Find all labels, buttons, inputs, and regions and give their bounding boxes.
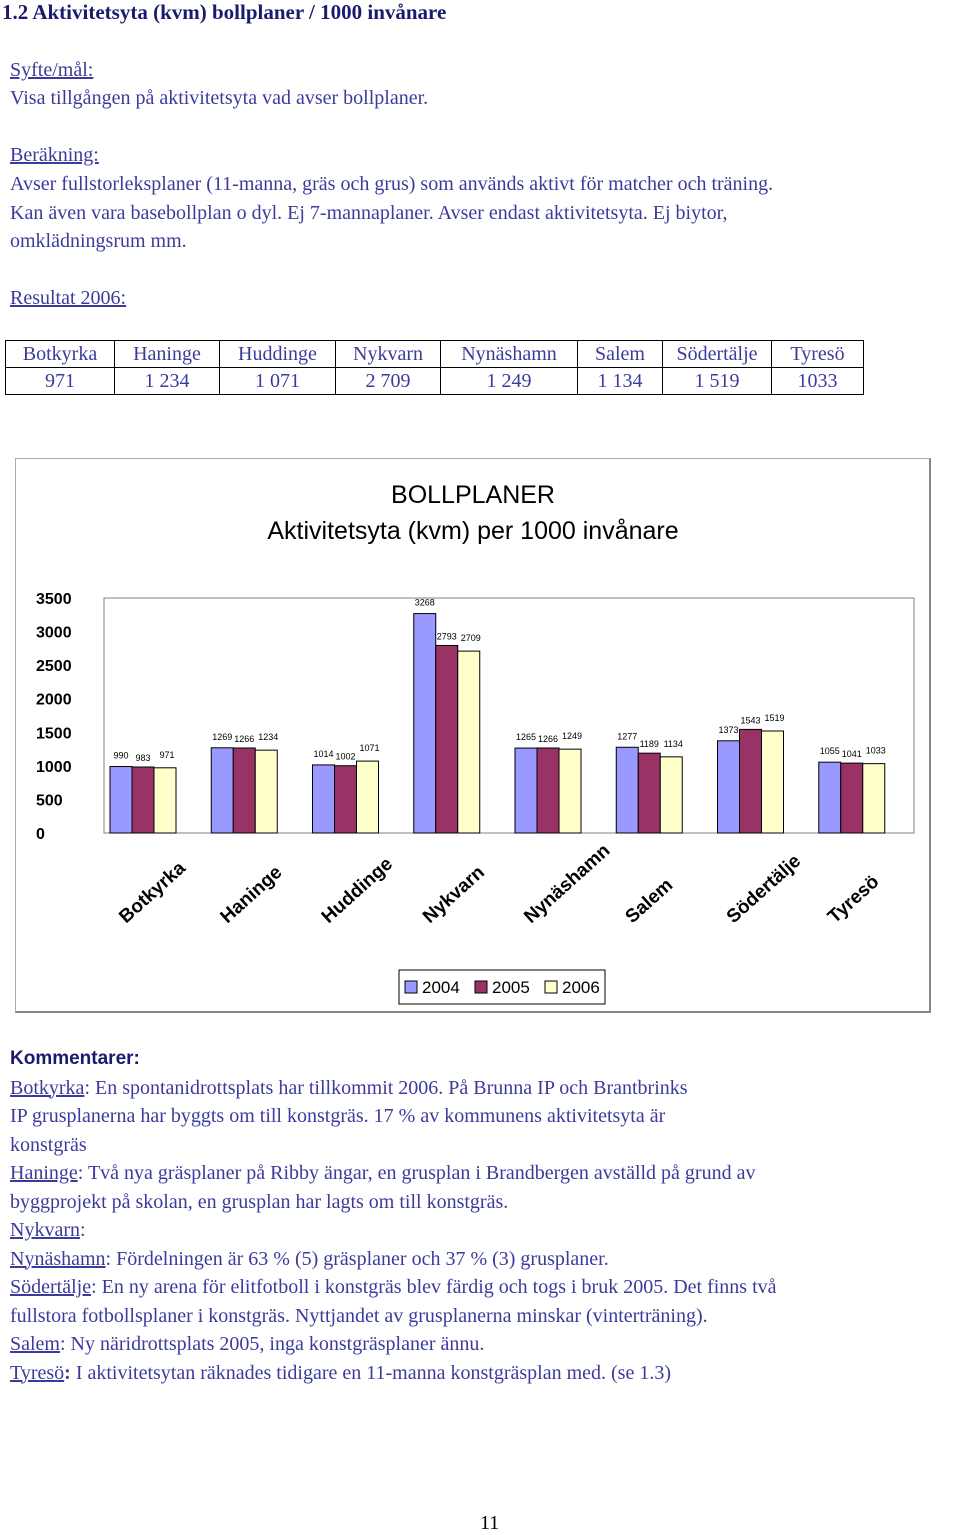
bar-2006 bbox=[255, 750, 277, 833]
result-header-row bbox=[6, 341, 864, 368]
data-label: 971 bbox=[159, 749, 175, 760]
data-label: 1543 bbox=[740, 715, 761, 726]
data-label: 1277 bbox=[617, 731, 638, 742]
data-label: 2793 bbox=[436, 631, 457, 642]
chart-title: BOLLPLANER bbox=[391, 481, 555, 509]
y-tick-label: 1500 bbox=[36, 725, 72, 743]
data-label: 1373 bbox=[718, 724, 739, 735]
comments-label: Kommentarer: bbox=[10, 1048, 140, 1069]
data-label: 1041 bbox=[841, 749, 862, 760]
page-number: 11 bbox=[480, 1512, 500, 1534]
comment-nynashamn-text: : Fördelningen är 63 % (5) gräsplaner och 37 % (3) grusplaner. bbox=[105, 1247, 609, 1270]
calculation-line-1: Avser fullstorleksplaner (11-manna, gräs och grus) som används aktivt för matcher och träning. bbox=[10, 173, 774, 195]
result-value-cell: 1033 bbox=[772, 368, 864, 395]
comment-nykvarn-label: Nykvarn bbox=[10, 1219, 80, 1241]
data-label: 983 bbox=[135, 752, 151, 763]
y-tick-label: 1000 bbox=[36, 758, 72, 776]
y-tick-label: 500 bbox=[36, 792, 63, 810]
result-table bbox=[5, 340, 864, 395]
data-label: 1266 bbox=[234, 733, 255, 744]
legend-swatch bbox=[545, 981, 557, 993]
legend-swatch bbox=[475, 981, 487, 993]
legend-entry: 2005 bbox=[492, 978, 530, 997]
result-header-cell: Nynäshamn bbox=[441, 341, 578, 368]
legend-entry: 2004 bbox=[422, 978, 460, 997]
bar-2005 bbox=[132, 767, 154, 833]
legend-entry: 2006 bbox=[562, 978, 600, 997]
x-tick-label: Huddinge bbox=[317, 853, 397, 928]
result-value-cell: 1 134 bbox=[578, 368, 663, 395]
bar-2006 bbox=[154, 768, 176, 833]
result-header-cell: Salem bbox=[578, 341, 663, 368]
bar-2006 bbox=[559, 749, 581, 833]
comment-tyreso-label: Tyresö bbox=[10, 1361, 65, 1384]
comment-sodertalje-text: : En ny arena för elitfotboll i konstgräs blev färdig och togs i bruk 2005. Det finns två bbox=[91, 1276, 777, 1298]
data-label: 1189 bbox=[639, 739, 659, 750]
bar-2005 bbox=[841, 763, 863, 833]
result-value-cell: 1 071 bbox=[220, 368, 336, 395]
y-tick-label: 3500 bbox=[36, 591, 72, 608]
section-heading: 1.2 Aktivitetsyta (kvm) bollplaner / 1000 invånare bbox=[2, 0, 447, 24]
comment-sodertalje-label: Södertälje bbox=[10, 1276, 92, 1298]
purpose-label: Syfte/mål: bbox=[10, 59, 94, 81]
result-value-cell: 971 bbox=[6, 368, 115, 395]
comment-sodertalje-text-2: fullstora fotbollsplaner i konstgräs. Nyttjandet av grusplanerna minskar (vinterträning). bbox=[10, 1304, 708, 1327]
bar-2004 bbox=[515, 748, 537, 833]
data-label: 1134 bbox=[663, 738, 683, 749]
result-label: Resultat 2006: bbox=[10, 287, 127, 309]
calculation-line-3: omklädningsrum mm. bbox=[10, 230, 187, 252]
comment-salem-label: Salem bbox=[10, 1333, 60, 1355]
x-tick-label: Salem bbox=[621, 874, 678, 928]
result-value-cell: 1 234 bbox=[115, 368, 220, 395]
bar-2004 bbox=[819, 762, 841, 833]
bar-2004 bbox=[313, 765, 335, 833]
comment-botkyrka-text-2: IP grusplanerna har byggts om till konstgräs. bbox=[10, 1105, 374, 1127]
x-tick-label: Botkyrka bbox=[115, 857, 190, 928]
x-tick-label: Nykvarn bbox=[419, 861, 489, 928]
data-label: 1265 bbox=[515, 732, 537, 743]
result-header-cell: Huddinge bbox=[220, 341, 336, 368]
result-value-cell: 2 709 bbox=[336, 368, 441, 395]
bar-2004 bbox=[414, 614, 436, 833]
bar-2005 bbox=[436, 645, 458, 833]
result-header-cell: Haninge bbox=[115, 341, 220, 368]
legend-swatch bbox=[405, 981, 417, 993]
result-value-cell: 1 519 bbox=[663, 368, 772, 395]
data-label: 1249 bbox=[561, 731, 583, 742]
comment-haninge-text-2: byggprojekt på skolan, en grusplan har lagts om till konstgräs. bbox=[10, 1190, 509, 1213]
data-label: 990 bbox=[113, 750, 129, 761]
bar-2005 bbox=[537, 748, 559, 833]
result-header-cell: Södertälje bbox=[663, 341, 772, 368]
bar-2006 bbox=[660, 757, 682, 833]
comment-tyreso-text: I aktivitetsytan räknades tidigare en 11-manna konstgräsplan med. (se 1.3) bbox=[70, 1361, 671, 1384]
bar-2004 bbox=[211, 748, 233, 833]
bar-2005 bbox=[638, 753, 660, 833]
bar-2004 bbox=[718, 741, 740, 833]
y-tick-label: 2000 bbox=[36, 691, 72, 709]
chart-subtitle: Aktivitetsyta (kvm) per 1000 invånare bbox=[267, 517, 679, 545]
result-header-cell: Tyresö bbox=[772, 341, 864, 368]
data-label: 1519 bbox=[764, 713, 785, 724]
y-tick-label: 3000 bbox=[36, 624, 72, 642]
x-tick-label: Haninge bbox=[216, 861, 287, 928]
bar-2005 bbox=[233, 748, 255, 833]
bar-2005 bbox=[335, 766, 357, 833]
comment-botkyrka-text-3: konstgräs bbox=[10, 1133, 87, 1156]
calculation-label: Beräkning: bbox=[10, 144, 99, 166]
x-tick-label: Nynäshamn bbox=[520, 840, 615, 928]
comment-nykvarn-text: : bbox=[79, 1219, 86, 1241]
bar-2006 bbox=[357, 761, 379, 833]
comment-nynashamn-label: Nynäshamn bbox=[10, 1247, 106, 1270]
data-label: 3268 bbox=[414, 597, 435, 608]
data-label: 2709 bbox=[460, 633, 481, 644]
result-header-cell: Botkyrka bbox=[6, 341, 115, 368]
comment-haninge-text: : Två nya gräsplaner på Ribby ängar, en grusplan i Brandbergen avställd på grund av bbox=[77, 1162, 756, 1184]
bar-chart bbox=[16, 459, 929, 1011]
y-tick-label: 0 bbox=[36, 826, 45, 843]
comment-botkyrka-text: : En spontanidrottsplats har tillkommit 2006. På Brunna IP och Brantbrinks bbox=[84, 1076, 688, 1099]
comment-botkyrka-text-2b: 17 % av kommunens aktivitetsyta är bbox=[373, 1105, 666, 1127]
result-value-cell: 1 249 bbox=[441, 368, 578, 395]
bar-2006 bbox=[863, 764, 885, 833]
result-header-cell: Nykvarn bbox=[336, 341, 441, 368]
data-label: 1266 bbox=[537, 733, 559, 744]
data-label: 1033 bbox=[865, 745, 886, 756]
calculation-line-2: Kan även vara basebollplan o dyl. Ej 7-mannaplaner. Avser endast aktivitetsyta. Ej biytor, bbox=[10, 202, 728, 224]
bar-2006 bbox=[458, 651, 480, 833]
x-tick-label: Tyresö bbox=[824, 871, 884, 928]
bar-2004 bbox=[616, 747, 638, 833]
purpose-text: Visa tillgången på aktivitetsyta vad avser bollplaner. bbox=[10, 87, 429, 109]
comment-tyreso-colon: : bbox=[64, 1361, 71, 1384]
data-label: 1071 bbox=[359, 743, 380, 754]
bar-2005 bbox=[740, 729, 762, 833]
y-tick-label: 2500 bbox=[36, 658, 72, 676]
data-label: 1055 bbox=[819, 746, 840, 757]
x-tick-label: Södertälje bbox=[722, 850, 806, 928]
data-label: 1269 bbox=[212, 731, 233, 742]
comment-salem-text: : Ny näridrottsplats 2005, inga konstgräsplaner ännu. bbox=[60, 1333, 485, 1355]
chart-frame bbox=[15, 458, 931, 1013]
data-label: 1014 bbox=[313, 748, 334, 759]
comment-botkyrka-label: Botkyrka bbox=[10, 1076, 85, 1099]
data-label: 1002 bbox=[335, 751, 356, 762]
comment-haninge-label: Haninge bbox=[10, 1162, 78, 1184]
bar-2004 bbox=[110, 767, 132, 833]
result-value-row bbox=[6, 368, 864, 395]
data-label: 1234 bbox=[258, 732, 279, 743]
bar-2006 bbox=[762, 731, 784, 833]
